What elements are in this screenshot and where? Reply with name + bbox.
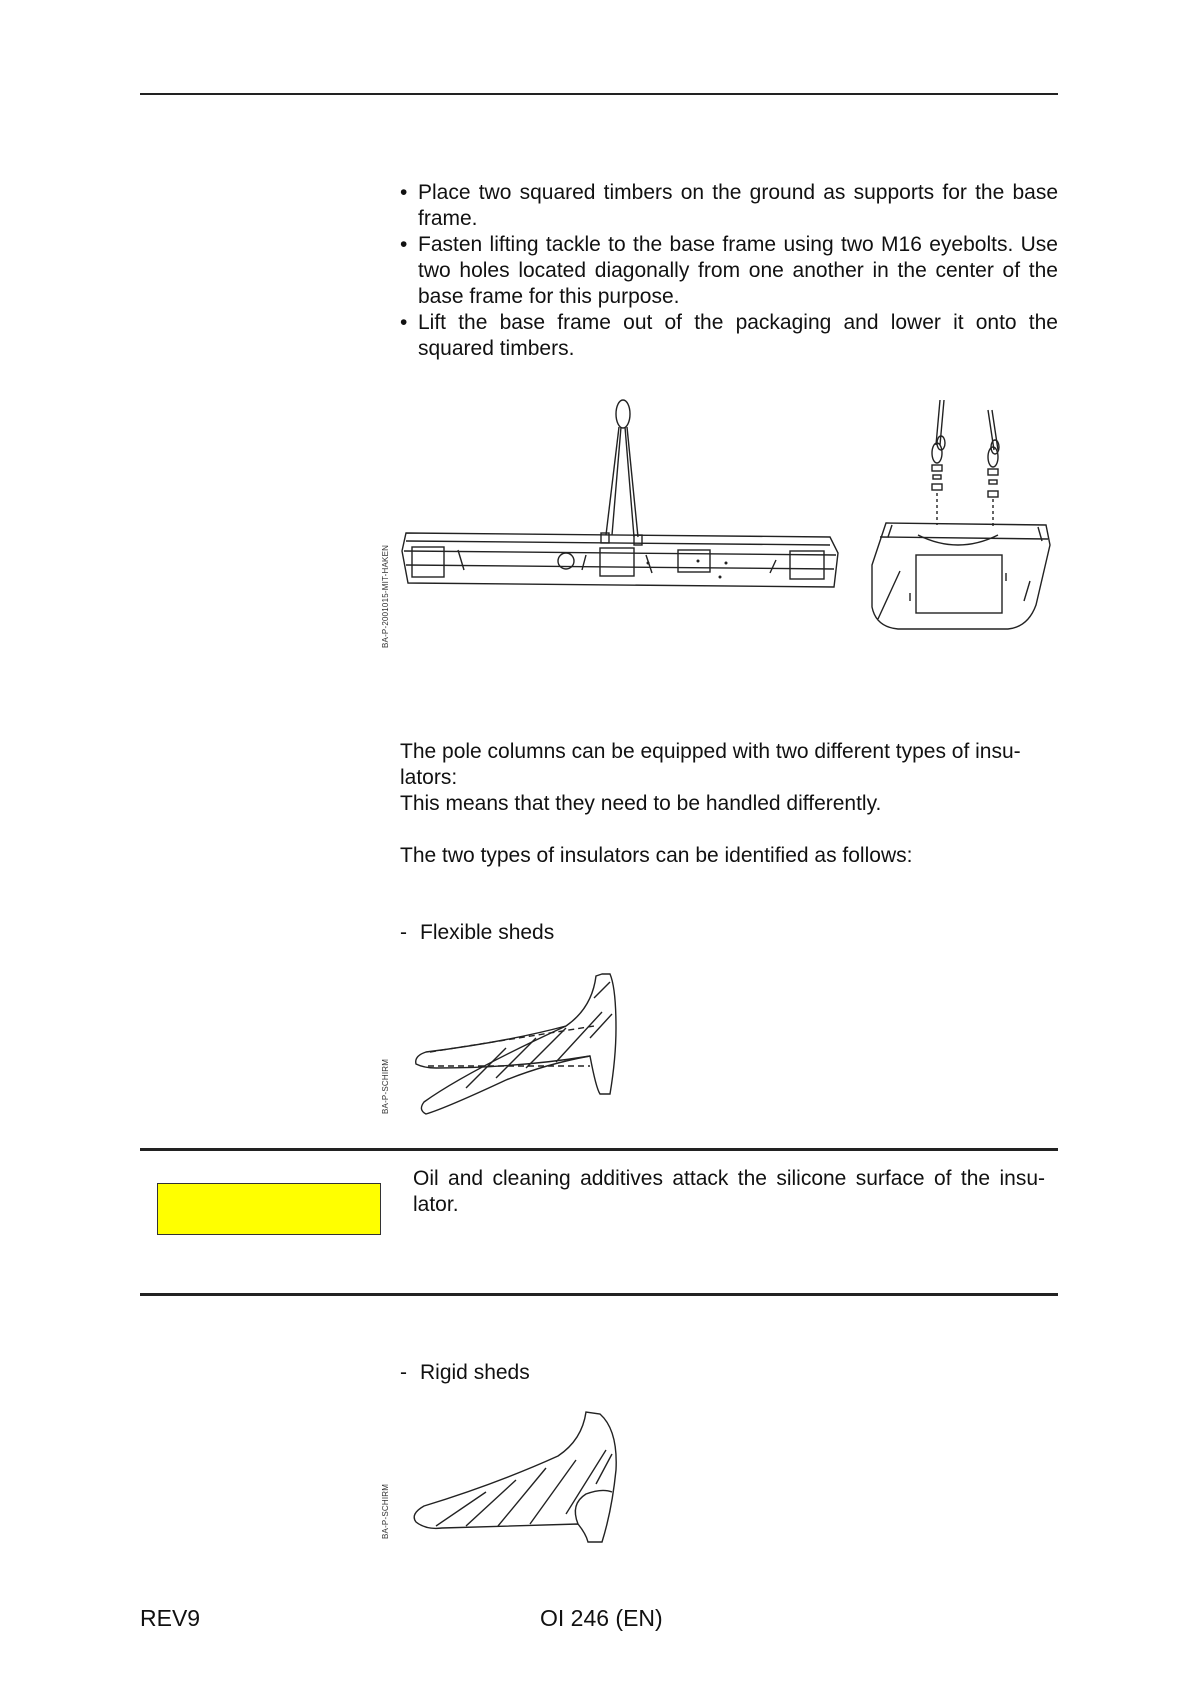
warning-color-box	[157, 1183, 381, 1235]
dash-marker: -	[400, 921, 407, 944]
insulator-intro-line2: This means that they need to be handled differently.	[400, 792, 882, 815]
rigid-sheds-item	[400, 1361, 530, 1385]
footer-revision: REV9	[140, 1605, 201, 1631]
list-item: • Lift the base frame out of the packaging and lower it onto the squared timbers.	[400, 310, 1058, 362]
insulator-intro-line1: The pole columns can be equipped with two different types of insu-lators:	[400, 740, 1021, 789]
figure-label: BA-P-2001015-MIT-HAKEN	[381, 544, 390, 648]
warning-top-rule	[140, 1148, 1058, 1151]
instruction-list	[400, 180, 1058, 362]
dash-marker: -	[400, 1361, 407, 1384]
header-rule	[140, 93, 1058, 95]
list-item: • Place two squared timbers on the ground as supports for the base frame.	[400, 180, 1058, 232]
base-frame-lifting-figure	[398, 395, 1058, 645]
figure-label: BA-P-SCHIRM	[381, 1483, 390, 1539]
rigid-sheds-label: Rigid sheds	[420, 1361, 530, 1384]
flexible-shed-figure	[406, 968, 626, 1118]
flexible-sheds-label: Flexible sheds	[420, 921, 555, 944]
list-item: • Fasten lifting tackle to the base frame using two M16 eyebolts. Use two holes located diagonally from one another in the center of the base frame for this purpose.	[400, 232, 1058, 310]
figure-label: BA-P-SCHIRM	[381, 1058, 390, 1114]
warning-text: Oil and cleaning additives attack the silicone surface of the insu-lator.	[413, 1167, 1045, 1216]
insulator-intro-line3: The two types of insulators can be identified as follows:	[400, 844, 913, 867]
flexible-sheds-item	[400, 921, 554, 945]
warning-bottom-rule	[140, 1293, 1058, 1296]
rigid-shed-figure	[406, 1410, 626, 1550]
footer-document-id: OI 246 (EN)	[540, 1605, 663, 1631]
